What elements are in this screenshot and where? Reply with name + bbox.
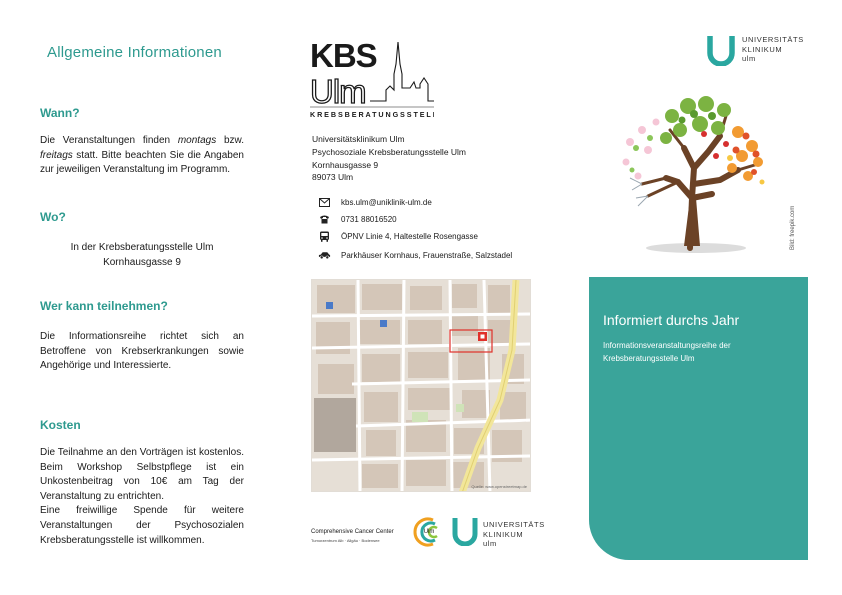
- section-heading-kosten: Kosten: [40, 418, 81, 432]
- section-text-kosten: Die Teilnahme an den Vorträgen ist kostenlos. Beim Workshop Selbstpflege ist ein Unkostenbeitrag von 10€ am Tag der Veranstaltung zu entrichten. Eine freiwillige Spende für weitere Veranstaltungen der Psychosozialen Krebsberatungsstelle ist willkommen.: [40, 447, 244, 546]
- section-heading-wer: Wer kann teilnehmen?: [40, 299, 168, 313]
- cover-title: Informiert durchs Jahr: [603, 312, 740, 328]
- section-text-wo: In der Krebsberatungsstelle Ulm Kornhausgasse 9: [70, 242, 214, 268]
- svg-text:KBS: KBS: [310, 38, 377, 74]
- seasons-tree-image: [608, 86, 780, 258]
- uniklinik-logo-bottom: [452, 516, 478, 551]
- email-icon: [318, 197, 331, 208]
- map-credit: Quelle: www.openstreetmap.de: [471, 484, 527, 489]
- section-text-wer: Die Informationsreihe richtet sich an Betroffene von Krebserkrankungen sowie Angehörige und Interessierte.: [40, 331, 244, 372]
- cancer-center-name: Comprehensive Cancer Center Ulm: [311, 529, 435, 535]
- uniklinik-logo-top: [707, 34, 735, 71]
- uniklinik-text-bottom: UNIVERSITÄTS KLINIKUM ulm: [483, 520, 545, 548]
- phone-icon: [318, 214, 331, 225]
- phone-text: 0731 88016520: [341, 215, 397, 224]
- car-text: Parkhäuser Kornhaus, Frauenstraße, Salzstadel: [341, 251, 513, 260]
- svg-text:KREBSBERATUNGSSTELLE: KREBSBERATUNGSSTELLE: [310, 110, 434, 119]
- contact-phone: [318, 214, 397, 225]
- address-line: Kornhausgasse 9: [312, 159, 379, 170]
- section-text-wann: Die Veranstaltungen finden montags bzw. freitags statt. Bitte beachten Sie die Angaben zur jeweiligen Veranstaltung im Programm.: [40, 135, 244, 176]
- cover-subtitle: Informationsveranstaltungsreihe der Krebsberatungsstelle Ulm: [603, 341, 731, 363]
- section-heading-wann: Wann?: [40, 106, 80, 120]
- location-map[interactable]: [311, 279, 531, 492]
- bus-text: ÖPNV Linie 4, Haltestelle Rosengasse: [341, 232, 478, 241]
- address-line: Universitätsklinikum Ulm: [312, 134, 405, 144]
- car-icon: [318, 250, 331, 261]
- cancer-center-subtitle: Tumorzentrum Alb · Allgäu · Bodensee: [311, 538, 380, 543]
- bus-icon: [318, 231, 331, 242]
- email-text[interactable]: kbs.ulm@uniklinik-ulm.de: [341, 198, 432, 207]
- page-title: Allgemeine Informationen: [47, 44, 222, 61]
- section-heading-wo: Wo?: [40, 210, 66, 224]
- address-line: 89073 Ulm: [312, 172, 354, 183]
- image-credit: Bild: freepik.com: [790, 205, 796, 250]
- uniklinik-text-top: UNIVERSITÄTS KLINIKUM ulm: [742, 35, 804, 63]
- cover-panel: [589, 277, 808, 560]
- address-line: Psychosoziale Krebsberatungsstelle Ulm: [312, 146, 467, 157]
- svg-text:Ulm: Ulm: [310, 73, 366, 110]
- contact-car: [318, 250, 512, 261]
- contact-email[interactable]: [318, 197, 432, 208]
- address-block: [312, 133, 466, 184]
- contact-bus: [318, 231, 478, 242]
- kbs-ulm-logo: [310, 38, 434, 120]
